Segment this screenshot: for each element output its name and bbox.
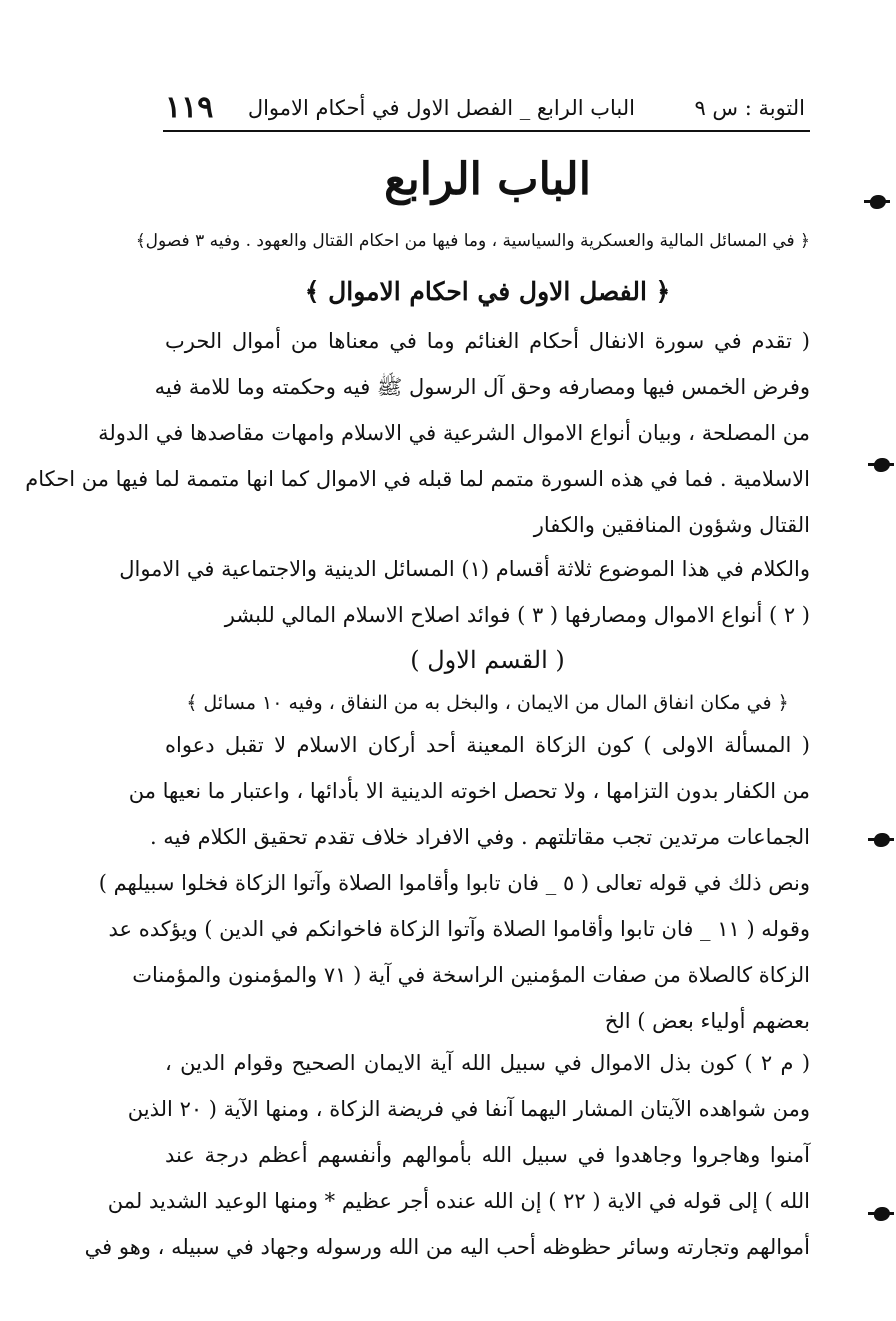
- text-line: ( م ٢ ) كون بذل الاموال في سبيل الله آية الايمان الصحيح وقوام الدين ،: [165, 1051, 811, 1075]
- running-title: الباب الرابع _ الفصل الاول في أحكام الاموال: [247, 96, 635, 120]
- text-line: ( ٢ ) أنواع الاموال ومصارفها ( ٣ ) فوائد اصلاح الاسلام المالي للبشر: [224, 603, 810, 627]
- part-note: ﴿ في مكان انفاق المال من الايمان ، والبخل به من النفاق ، وفيه ١٠ مسائل ﴾: [186, 692, 789, 714]
- text-line: الله ) إلى قوله في الاية ( ٢٢ ) إن الله عنده أجر عظيم * ومنها الوعيد الشديد لمن: [107, 1189, 810, 1213]
- binding-hole-mark: [870, 195, 886, 209]
- text-line: وقوله ( ١١ _ فان تابوا وأقاموا الصلاة وآتوا الزكاة فاخوانكم في الدين ) ويؤكده عد: [108, 917, 810, 941]
- part-heading: ( القسم الاول ): [410, 646, 565, 674]
- text-line: آمنوا وهاجروا وجاهدوا في سبيل الله بأموالهم وأنفسهم أعظم درجة عند: [165, 1143, 810, 1167]
- text-line: الجماعات مرتدين تجب مقاتلتهم . وفي الافراد خلاف تقدم تحقيق الكلام فيه .: [149, 825, 810, 849]
- section-heading: ﴿ الفصل الاول في احكام الاموال ﴾: [304, 277, 671, 306]
- paragraph-divisions: [119, 546, 810, 638]
- text-line: وفرض الخمس فيها ومصارفه وحق آل الرسول ﷺ فيه وحكمته وما للامة فيه: [154, 375, 810, 399]
- text-line: من الكفار بدون التزامها ، ولا تحصل اخوته الدينية الا بأدائها ، واعتبار ما نعيها من: [128, 779, 810, 803]
- binding-hole-mark: [874, 458, 890, 472]
- text-line: ونص ذلك في قوله تعالى ( ٥ _ فان تابوا وأقاموا الصلاة وآتوا الزكاة فخلوا سبيلهم ): [98, 871, 810, 895]
- text-line: ومن شواهده الآيتان المشار اليهما آنفا في فريضة الزكاة ، ومنها الآية ( ٢٠ الذين: [127, 1097, 810, 1121]
- text-line: بعضهم أولياء بعض ) الخ: [604, 1009, 810, 1033]
- chapter-reference: التوبة : س ٩: [694, 96, 805, 120]
- text-line: أموالهم وتجارته وسائر حظوظه أحب اليه من الله ورسوله وجهاد في سبيله ، وهو في: [84, 1235, 810, 1259]
- chapter-subtitle: ﴿ في المسائل المالية والعسكرية والسياسية ، وما فيها من احكام القتال والعهود . وفيه ٣ فصول﴾: [135, 231, 810, 251]
- text-line: القتال وشؤون المنافقين والكفار: [533, 513, 810, 537]
- text-line: الزكاة كالصلاة من صفات المؤمنين الراسخة في آية ( ٧١ والمؤمنون والمؤمنات: [132, 963, 810, 987]
- paragraph-intro: [25, 318, 810, 548]
- text-line: ( تقدم في سورة الانفال أحكام الغنائم وما في معناها من أموال الحرب: [165, 329, 810, 353]
- paragraph-issue-one: [98, 722, 810, 1044]
- binding-hole-mark: [874, 1207, 890, 1221]
- binding-hole-mark: [874, 833, 890, 847]
- page-number: ١١٩: [165, 90, 214, 125]
- header-rule: [163, 130, 810, 132]
- text-line: الاسلامية . فما في هذه السورة متمم لما قبله في الاموال كما انها متممة لما فيها من احكام: [25, 467, 810, 491]
- text-line: ( المسألة الاولى ) كون الزكاة المعينة أحد أركان الاسلام لا تقبل دعواه: [165, 733, 810, 757]
- text-line: من المصلحة ، وبيان أنواع الاموال الشرعية في الاسلام وامهات مقاصدها في الدولة: [98, 421, 810, 445]
- running-header: [165, 88, 805, 128]
- paragraph-issue-two: [84, 1040, 811, 1270]
- text-line: والكلام في هذا الموضوع ثلاثة أقسام (١) المسائل الدينية والاجتماعية في الاموال: [119, 557, 810, 581]
- chapter-title: الباب الرابع: [384, 154, 591, 205]
